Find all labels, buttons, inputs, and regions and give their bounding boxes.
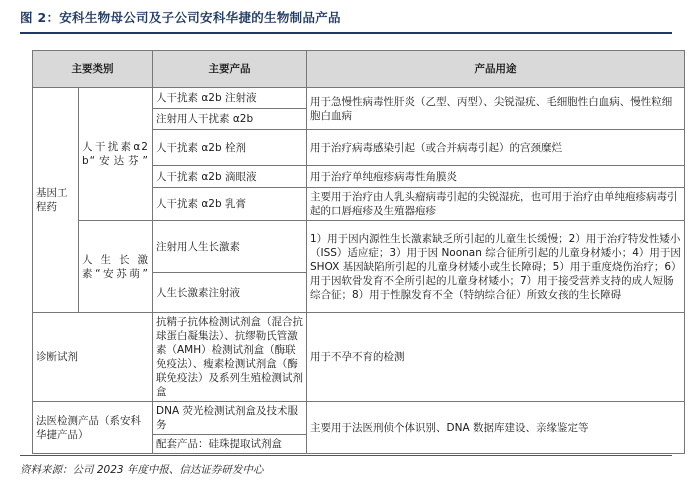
footer-divider [20,455,672,456]
product-cell: 人干扰素 α2b 滴眼液 [153,166,307,188]
product-cell: 注射用人干扰素 α2b [153,109,307,130]
usage-cell: 主要用于治疗由人乳头瘤病毒引起的尖锐湿疣，也可用于治疗由单纯疱疹病毒引起的口唇疱疹及生殖器疱疹 [307,188,685,221]
table-row [33,402,685,435]
usage-cell: 用于治疗病毒感染引起（或合并病毒引起）的宫颈糜烂 [307,130,685,166]
product-cell: 人生长激素注射液 [153,273,307,313]
interferon-group-cell: 人干扰素α2b“安达芬” [79,88,153,221]
source-note: 资料来源：公司 2023 年度中报、信达证券研发中心 [20,464,264,476]
product-cell: 配套产品：硅珠提取试剂盒 [153,435,307,454]
header-product: 主要产品 [153,51,307,88]
title-divider [20,32,672,34]
usage-cell: 用于治疗单纯疱疹病毒性角膜炎 [307,166,685,188]
table-row [33,221,685,273]
header-usage: 产品用途 [307,51,685,88]
table-row [33,88,685,109]
gene-category-cell: 基因工程药 [33,88,79,313]
usage-cell: 主要用于法医刑侦个体识别、DNA 数据库建设、亲缘鉴定等 [307,402,685,454]
table-header-row [33,51,685,88]
product-table [32,50,685,454]
forensic-category-cell: 法医检测产品（系安科华捷产品） [33,402,153,454]
product-cell: 人干扰素 α2b 注射液 [153,88,307,109]
gh-group-cell: 人生长激素“安苏萌” [79,221,153,313]
product-cell: 人干扰素 α2b 乳膏 [153,188,307,221]
usage-cell: 用于不孕不育的检测 [307,313,685,402]
product-cell: 抗精子抗体检测试剂盒（混合抗球蛋白凝集法）、抗缪勒氏管激素（AMH）检测试剂盒（酶联免疫法）、瘦素检测试剂盒（酶联免疫法）及系列生殖检测试剂盒 [153,313,307,402]
product-cell: 人干扰素 α2b 栓剂 [153,130,307,166]
usage-cell: 用于急慢性病毒性肝炎（乙型、丙型）、尖锐湿疣、毛细胞性白血病、慢性粒细胞白血病 [307,88,685,130]
diag-category-cell: 诊断试剂 [33,313,153,402]
header-category: 主要类别 [33,51,153,88]
usage-cell: 1）用于因内源性生长激素缺乏所引起的儿童生长缓慢；2）用于治疗特发性矮小（ISS）适应症；3）用于因 Noonan 综合征所引起的儿童身材矮小；4）用于因 SHOX 基因缺陷所引起的儿童身材矮小或生长障碍；5）用于重度烧伤治疗；6）用于因软骨发育不全所引起的儿童身材矮小；7）用于接受营养支持的成人短肠综合征；8）用于性腺发育不全（特纳综合征）所致女孩的生长障碍 [307,221,685,313]
figure-title: 图 2：安科生物母公司及子公司安科华捷的生物制品产品 [20,10,341,25]
table-row [33,313,685,402]
product-cell: DNA 荧光检测试剂盒及技术服务 [153,402,307,435]
product-cell: 注射用人生长激素 [153,221,307,273]
